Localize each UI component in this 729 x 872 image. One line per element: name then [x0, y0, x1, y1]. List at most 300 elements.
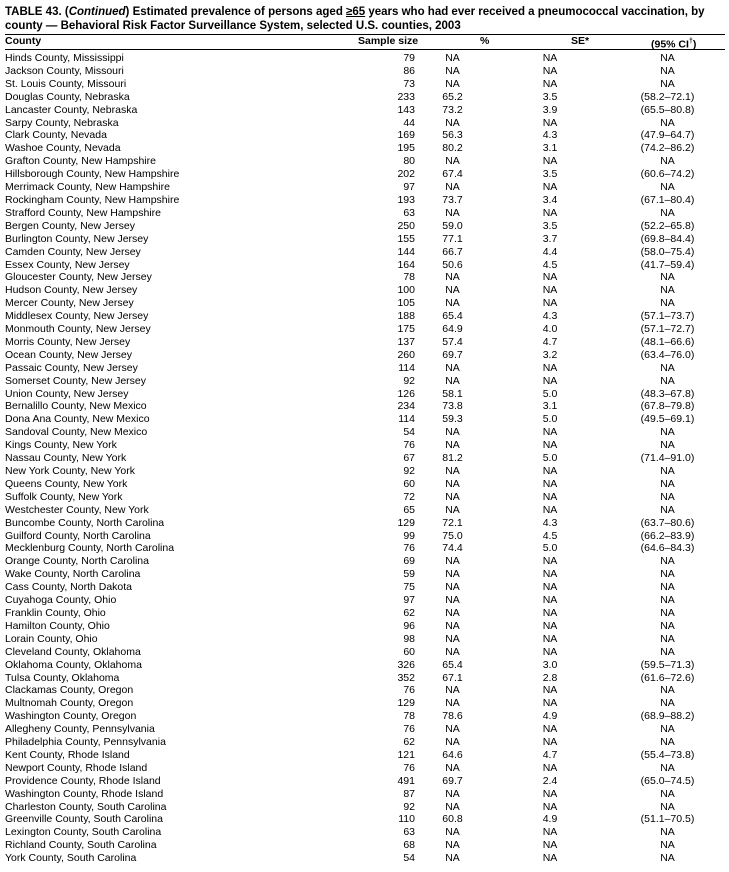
se-cell: 4.3: [542, 310, 558, 323]
sample-size-cell: 98: [403, 632, 415, 645]
table-row: [5, 581, 725, 594]
ci-cell: NA: [660, 77, 675, 90]
county-cell: Philadelphia County, Pennsylvania: [5, 736, 166, 749]
table-row: [5, 749, 725, 762]
ci-cell: (49.5–69.1): [640, 413, 695, 426]
percent-cell: 69.7: [442, 774, 463, 787]
ci-cell: NA: [660, 271, 675, 284]
title-prefix: TABLE 43. (: [5, 6, 69, 18]
county-cell: Orange County, North Carolina: [5, 555, 149, 568]
se-cell: 4.4: [542, 245, 558, 258]
se-cell: 4.9: [542, 813, 558, 826]
ci-cell: NA: [660, 439, 675, 452]
county-cell: Kent County, Rhode Island: [5, 748, 130, 761]
table-row: [5, 646, 725, 659]
table-row: [5, 813, 725, 826]
se-cell: NA: [542, 787, 558, 800]
county-cell: Franklin County, Ohio: [5, 606, 106, 619]
sample-size-cell: 164: [397, 258, 415, 271]
county-cell: Providence County, Rhode Island: [5, 774, 161, 787]
ci-cell: NA: [660, 736, 675, 749]
ci-cell: NA: [660, 800, 675, 813]
ci-cell: NA: [660, 477, 675, 490]
ci-cell: NA: [660, 181, 675, 194]
county-cell: Newport County, Rhode Island: [5, 761, 148, 774]
sample-size-cell: 129: [397, 516, 415, 529]
se-cell: NA: [542, 568, 558, 581]
se-cell: NA: [542, 77, 558, 90]
county-cell: Suffolk County, New York: [5, 490, 123, 503]
table-row: [5, 439, 725, 452]
ci-cell: NA: [660, 206, 675, 219]
percent-cell: 59.3: [442, 413, 463, 426]
ci-cell: (55.4–73.8): [640, 748, 695, 761]
ci-cell: NA: [660, 826, 675, 839]
se-cell: 4.3: [542, 129, 558, 142]
data-table: [5, 52, 725, 865]
county-cell: Lexington County, South Carolina: [5, 826, 162, 839]
county-cell: Clackamas County, Oregon: [5, 684, 134, 697]
county-cell: New York County, New York: [5, 465, 135, 477]
se-cell: NA: [542, 645, 558, 658]
percent-cell: NA: [445, 581, 460, 594]
ci-cell: (61.6–72.6): [640, 671, 695, 684]
table-row: [5, 78, 725, 91]
table-row: [5, 568, 725, 581]
ci-cell: NA: [660, 64, 675, 77]
table-row: [5, 65, 725, 78]
sample-size-cell: 260: [397, 348, 415, 361]
county-cell: Kings County, New York: [5, 439, 117, 452]
table-row: [5, 710, 725, 723]
sample-size-cell: 75: [403, 581, 415, 594]
percent-cell: 65.4: [442, 310, 463, 323]
county-cell: Ocean County, New Jersey: [5, 348, 133, 361]
ci-cell: (65.0–74.5): [640, 774, 695, 787]
sample-size-cell: 76: [403, 723, 415, 736]
county-cell: Sandoval County, New Mexico: [5, 426, 148, 439]
se-cell: NA: [542, 503, 558, 516]
percent-cell: NA: [445, 761, 460, 774]
county-cell: Hinds County, Mississippi: [5, 52, 124, 64]
table-row: [5, 555, 725, 568]
ci-cell: NA: [660, 465, 675, 477]
sample-size-cell: 60: [403, 645, 415, 658]
percent-cell: 80.2: [442, 142, 463, 155]
county-cell: Charleston County, South Carolina: [5, 800, 167, 813]
header-percent: %: [480, 35, 490, 47]
table-row: [5, 181, 725, 194]
percent-cell: NA: [445, 374, 460, 387]
sample-size-cell: 100: [397, 284, 415, 297]
sample-size-cell: 99: [403, 529, 415, 542]
ci-cell: (69.8–84.4): [640, 232, 695, 245]
percent-cell: NA: [445, 697, 460, 710]
sample-size-cell: 68: [403, 839, 415, 852]
se-cell: NA: [542, 477, 558, 490]
ci-cell: NA: [660, 116, 675, 129]
table-row: [5, 284, 725, 297]
table-row: [5, 736, 725, 749]
table-body: [5, 52, 725, 865]
se-cell: NA: [542, 632, 558, 645]
county-cell: Washington County, Rhode Island: [5, 787, 164, 800]
se-cell: 3.0: [542, 658, 558, 671]
percent-cell: NA: [445, 723, 460, 736]
percent-cell: 65.2: [442, 90, 463, 103]
county-cell: Cass County, North Dakota: [5, 581, 133, 594]
sample-size-cell: 87: [403, 787, 415, 800]
county-cell: Nassau County, New York: [5, 452, 127, 465]
sample-size-cell: 78: [403, 710, 415, 723]
header-bottom-rule: [5, 49, 725, 50]
se-cell: 4.0: [542, 323, 558, 336]
se-cell: NA: [542, 426, 558, 439]
county-cell: Somerset County, New Jersey: [5, 374, 147, 387]
table-row: [5, 517, 725, 530]
sample-size-cell: 234: [397, 400, 415, 413]
ci-cell: (74.2–86.2): [640, 142, 695, 155]
sample-size-cell: 92: [403, 800, 415, 813]
se-cell: NA: [542, 206, 558, 219]
ci-cell: (68.9–88.2): [640, 710, 695, 723]
sample-size-cell: 80: [403, 155, 415, 168]
table-row: [5, 129, 725, 142]
county-cell: Lancaster County, Nebraska: [5, 103, 138, 116]
percent-cell: NA: [445, 206, 460, 219]
se-cell: NA: [542, 155, 558, 168]
percent-cell: NA: [445, 155, 460, 168]
ci-cell: (57.1–72.7): [640, 323, 695, 336]
se-cell: NA: [542, 684, 558, 697]
sample-size-cell: 126: [397, 387, 415, 400]
table-row: [5, 388, 725, 401]
se-cell: NA: [542, 723, 558, 736]
se-cell: 5.0: [542, 542, 558, 555]
ci-cell: NA: [660, 606, 675, 619]
table-row: [5, 233, 725, 246]
sample-size-cell: 60: [403, 477, 415, 490]
table-row: [5, 52, 725, 65]
ci-cell: NA: [660, 490, 675, 503]
percent-cell: 72.1: [442, 516, 463, 529]
se-cell: 5.0: [542, 452, 558, 465]
county-cell: Allegheny County, Pennsylvania: [5, 723, 155, 736]
ci-cell: NA: [660, 297, 675, 310]
ci-cell: NA: [660, 594, 675, 607]
se-cell: NA: [542, 116, 558, 129]
ci-cell: NA: [660, 632, 675, 645]
sample-size-cell: 54: [403, 852, 415, 865]
se-cell: 4.9: [542, 710, 558, 723]
table-row: [5, 246, 725, 259]
table-row: [5, 491, 725, 504]
table-row: [5, 362, 725, 375]
se-cell: 3.5: [542, 90, 558, 103]
se-cell: NA: [542, 271, 558, 284]
se-cell: NA: [542, 761, 558, 774]
sample-size-cell: 129: [397, 697, 415, 710]
percent-cell: 65.4: [442, 658, 463, 671]
county-cell: Union County, New Jersey: [5, 387, 129, 400]
sample-size-cell: 143: [397, 103, 415, 116]
se-cell: NA: [542, 800, 558, 813]
county-cell: Hamilton County, Ohio: [5, 619, 110, 632]
county-cell: Buncombe County, North Carolina: [5, 516, 165, 529]
ci-cell: (71.4–91.0): [640, 452, 695, 465]
county-cell: Washington County, Oregon: [5, 710, 137, 723]
se-cell: NA: [542, 465, 558, 477]
county-cell: Mercer County, New Jersey: [5, 297, 134, 310]
ci-cell: (47.9–64.7): [640, 129, 695, 142]
table-row: [5, 259, 725, 272]
header-ci-footnote-mark: †: [688, 38, 693, 45]
se-cell: NA: [542, 581, 558, 594]
ci-cell: NA: [660, 503, 675, 516]
sample-size-cell: 62: [403, 736, 415, 749]
se-cell: 3.2: [542, 348, 558, 361]
header-county: County: [5, 35, 42, 47]
percent-cell: NA: [445, 736, 460, 749]
county-cell: Queens County, New York: [5, 477, 128, 490]
table-row: [5, 633, 725, 646]
percent-cell: NA: [445, 594, 460, 607]
sample-size-cell: 169: [397, 129, 415, 142]
ci-cell: (65.5–80.8): [640, 103, 695, 116]
sample-size-cell: 110: [398, 813, 415, 826]
ci-cell: NA: [660, 723, 675, 736]
ci-cell: NA: [660, 645, 675, 658]
table-row: [5, 478, 725, 491]
sample-size-cell: 105: [397, 297, 415, 310]
percent-cell: 74.4: [442, 542, 463, 555]
county-cell: Douglas County, Nebraska: [5, 90, 130, 103]
table-row: [5, 697, 725, 710]
sample-size-cell: 73: [403, 77, 415, 90]
table-title: [5, 5, 727, 33]
se-cell: 4.7: [542, 748, 558, 761]
county-cell: Westchester County, New York: [5, 503, 149, 516]
county-cell: Grafton County, New Hampshire: [5, 155, 156, 168]
percent-cell: NA: [445, 787, 460, 800]
percent-cell: NA: [445, 619, 460, 632]
percent-cell: 81.2: [442, 452, 463, 465]
table-row: [5, 530, 725, 543]
sample-size-cell: 86: [403, 64, 415, 77]
table-row: [5, 168, 725, 181]
county-cell: Multnomah County, Oregon: [5, 697, 134, 710]
county-cell: Sarpy County, Nebraska: [5, 116, 119, 129]
county-cell: York County, South Carolina: [5, 852, 137, 865]
ci-cell: (58.2–72.1): [640, 90, 695, 103]
ci-cell: NA: [660, 284, 675, 297]
ci-cell: (63.7–80.6): [640, 516, 695, 529]
county-cell: Cuyahoga County, Ohio: [5, 594, 117, 607]
table-row: [5, 594, 725, 607]
table-row: [5, 297, 725, 310]
percent-cell: NA: [445, 477, 460, 490]
table-row: [5, 155, 725, 168]
se-cell: NA: [542, 297, 558, 310]
se-cell: 3.1: [542, 142, 558, 155]
table-row: [5, 336, 725, 349]
table-row: [5, 723, 725, 736]
county-cell: Dona Ana County, New Mexico: [5, 413, 150, 426]
table-row: [5, 413, 725, 426]
ci-cell: NA: [660, 581, 675, 594]
ci-cell: (52.2–65.8): [640, 219, 695, 232]
se-cell: NA: [542, 52, 558, 64]
se-cell: NA: [542, 594, 558, 607]
title-text-b: years who had ever received a pneumococcal vaccination, by county — Behavioral Risk Factor Surveillance System, selected U.S. counties, 2003: [5, 6, 705, 32]
ci-cell: (48.3–67.8): [640, 387, 695, 400]
table-row: [5, 91, 725, 104]
title-text-a: ) Estimated prevalence of persons aged: [125, 6, 347, 18]
table-row: [5, 207, 725, 220]
sample-size-cell: 155: [397, 232, 415, 245]
table-row: [5, 620, 725, 633]
se-cell: 5.0: [542, 413, 558, 426]
se-cell: NA: [542, 736, 558, 749]
percent-cell: NA: [445, 64, 460, 77]
sample-size-cell: 63: [403, 826, 415, 839]
sample-size-cell: 97: [403, 181, 415, 194]
sample-size-cell: 202: [397, 168, 415, 181]
percent-cell: NA: [445, 361, 460, 374]
county-cell: Passaic County, New Jersey: [5, 361, 138, 374]
county-cell: Merrimack County, New Hampshire: [5, 181, 170, 194]
county-cell: Tulsa County, Oklahoma: [5, 671, 120, 684]
ci-cell: NA: [660, 374, 675, 387]
percent-cell: NA: [445, 116, 460, 129]
se-cell: 3.5: [542, 168, 558, 181]
table-row: [5, 117, 725, 130]
sample-size-cell: 54: [403, 426, 415, 439]
sample-size-cell: 188: [397, 310, 415, 323]
county-cell: Clark County, Nevada: [5, 129, 107, 142]
table-row: [5, 788, 725, 801]
percent-cell: 78.6: [442, 710, 463, 723]
ci-cell: NA: [660, 839, 675, 852]
table-row: [5, 349, 725, 362]
percent-cell: 64.6: [442, 748, 463, 761]
sample-size-cell: 69: [403, 555, 415, 568]
percent-cell: NA: [445, 645, 460, 658]
sample-size-cell: 352: [397, 671, 415, 684]
percent-cell: NA: [445, 800, 460, 813]
se-cell: NA: [542, 839, 558, 852]
county-cell: Washoe County, Nevada: [5, 142, 121, 155]
percent-cell: NA: [445, 632, 460, 645]
county-cell: Wake County, North Carolina: [5, 568, 141, 581]
percent-cell: NA: [445, 426, 460, 439]
table-row: [5, 684, 725, 697]
ci-cell: (63.4–76.0): [640, 348, 695, 361]
sample-size-cell: 96: [403, 619, 415, 632]
title-age: ≥65: [346, 6, 366, 18]
table-row: [5, 826, 725, 839]
se-cell: NA: [542, 826, 558, 839]
table-row: [5, 104, 725, 117]
table-row: [5, 504, 725, 517]
se-cell: NA: [542, 606, 558, 619]
title-continued: Continued: [68, 6, 126, 18]
ci-cell: NA: [660, 155, 675, 168]
se-cell: NA: [542, 490, 558, 503]
percent-cell: NA: [445, 181, 460, 194]
sample-size-cell: 114: [398, 413, 415, 426]
table-row: [5, 194, 725, 207]
county-cell: Guilford County, North Carolina: [5, 529, 151, 542]
county-cell: Hudson County, New Jersey: [5, 284, 138, 297]
ci-cell: NA: [660, 852, 675, 865]
percent-cell: 67.4: [442, 168, 463, 181]
se-cell: NA: [542, 697, 558, 710]
table-row: [5, 852, 725, 865]
percent-cell: NA: [445, 606, 460, 619]
sample-size-cell: 250: [397, 219, 415, 232]
table-row: [5, 452, 725, 465]
ci-cell: (67.1–80.4): [640, 193, 695, 206]
percent-cell: 57.4: [442, 335, 463, 348]
se-cell: 4.7: [542, 335, 558, 348]
table-row: [5, 801, 725, 814]
ci-cell: (51.1–70.5): [640, 813, 695, 826]
table-row: [5, 659, 725, 672]
percent-cell: NA: [445, 439, 460, 452]
county-cell: Mecklenburg County, North Carolina: [5, 542, 175, 555]
sample-size-cell: 121: [397, 748, 415, 761]
ci-cell: (64.6–84.3): [640, 542, 695, 555]
se-cell: 3.5: [542, 219, 558, 232]
se-cell: 4.5: [542, 258, 558, 271]
se-cell: 3.4: [542, 193, 558, 206]
header-ci-label: (95% CI: [651, 38, 689, 51]
ci-cell: NA: [660, 619, 675, 632]
sample-size-cell: 114: [398, 361, 415, 374]
sample-size-cell: 65: [403, 503, 415, 516]
percent-cell: 64.9: [442, 323, 463, 336]
county-cell: Gloucester County, New Jersey: [5, 271, 152, 284]
percent-cell: NA: [445, 568, 460, 581]
se-cell: 2.4: [542, 774, 558, 787]
ci-cell: (58.0–75.4): [640, 245, 695, 258]
county-cell: Camden County, New Jersey: [5, 245, 141, 258]
sample-size-cell: 76: [403, 684, 415, 697]
table-row: [5, 465, 725, 478]
table-row: [5, 607, 725, 620]
percent-cell: NA: [445, 284, 460, 297]
sample-size-cell: 97: [403, 594, 415, 607]
ci-cell: NA: [660, 684, 675, 697]
sample-size-cell: 233: [397, 90, 415, 103]
county-cell: Essex County, New Jersey: [5, 258, 130, 271]
ci-cell: (48.1–66.6): [640, 335, 695, 348]
se-cell: NA: [542, 284, 558, 297]
table-row: [5, 310, 725, 323]
table-row: [5, 672, 725, 685]
sample-size-cell: 79: [403, 52, 415, 64]
sample-size-cell: 195: [397, 142, 415, 155]
county-cell: Bergen County, New Jersey: [5, 219, 135, 232]
se-cell: NA: [542, 619, 558, 632]
sample-size-cell: 67: [403, 452, 415, 465]
percent-cell: NA: [445, 684, 460, 697]
county-cell: Bernalillo County, New Mexico: [5, 400, 147, 413]
county-cell: Rockingham County, New Hampshire: [5, 193, 180, 206]
percent-cell: 73.8: [442, 400, 463, 413]
table-row: [5, 271, 725, 284]
